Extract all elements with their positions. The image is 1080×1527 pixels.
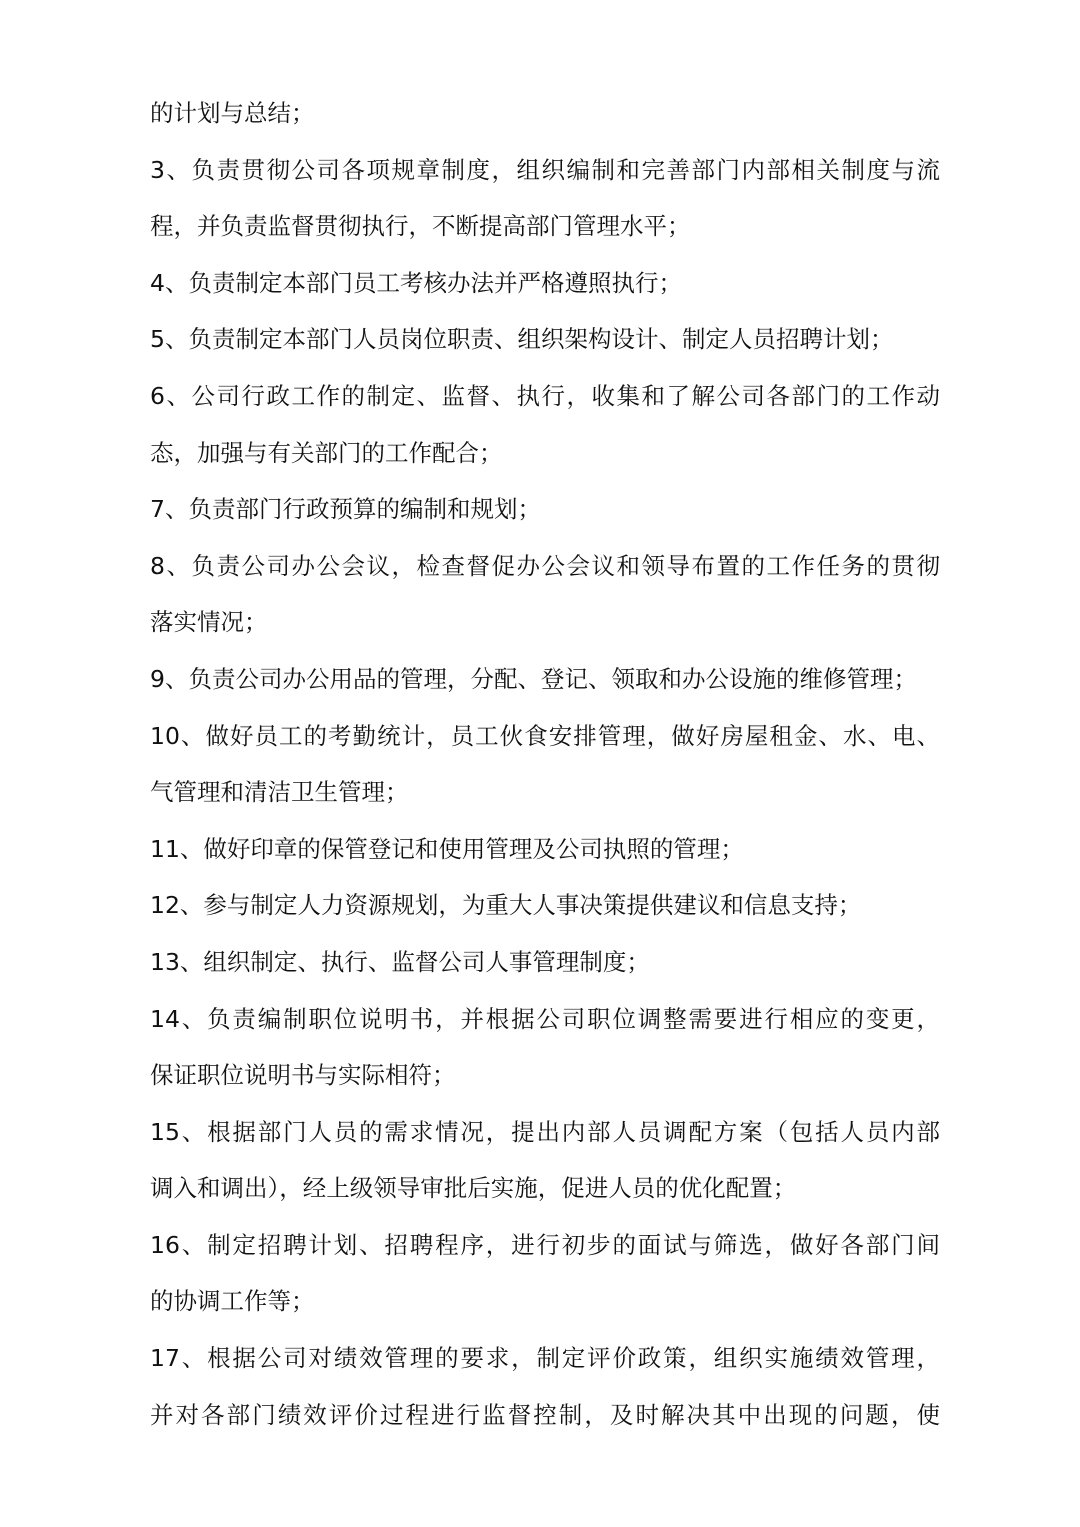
text-line: 气管理和清洁卫生管理；: [150, 778, 409, 807]
text-line: 16、制定招聘计划、招聘程序，进行初步的面试与筛选，做好各部门间: [150, 1230, 940, 1259]
text-line: 5、负责制定本部门人员岗位职责、组织架构设计、制定人员招聘计划；: [150, 325, 894, 354]
text-line: 的计划与总结；: [150, 99, 315, 127]
text-line: 调入和调出），经上级领导审批后实施，促进人员的优化配置；: [150, 1174, 797, 1203]
document-body: [150, 85, 940, 1443]
text-line: 保证职位说明书与实际相符；: [150, 1061, 456, 1090]
text-line: 并对各部门绩效评价过程进行监督控制，及时解决其中出现的问题，使: [150, 1400, 940, 1429]
text-line: 的协调工作等；: [150, 1287, 315, 1316]
text-line: 8、负责公司办公会议，检查督促办公会议和领导布置的工作任务的贯彻: [150, 551, 940, 580]
text-line: 程，并负责监督贯彻执行，不断提高部门管理水平；: [150, 212, 691, 241]
text-line: 落实情况；: [150, 608, 268, 637]
text-line: 3、负责贯彻公司各项规章制度，组织编制和完善部门内部相关制度与流: [150, 155, 940, 184]
text-line: 12、参与制定人力资源规划，为重大人事决策提供建议和信息支持；: [150, 891, 862, 920]
text-line: 7、负责部门行政预算的编制和规划；: [150, 495, 541, 524]
text-line: 6、公司行政工作的制定、监督、执行，收集和了解公司各部门的工作动: [150, 381, 940, 410]
text-line: 17、根据公司对绩效管理的要求，制定评价政策，组织实施绩效管理，: [150, 1344, 940, 1373]
text-line: 态，加强与有关部门的工作配合；: [150, 438, 503, 467]
text-line: 13、组织制定、执行、监督公司人事管理制度；: [150, 947, 650, 976]
text-line: 9、负责公司办公用品的管理，分配、登记、领取和办公设施的维修管理；: [150, 664, 917, 693]
text-line: 14、负责编制职位说明书，并根据公司职位调整需要进行相应的变更，: [150, 1004, 940, 1033]
text-line: 4、负责制定本部门员工考核办法并严格遵照执行；: [150, 268, 682, 297]
text-line: 10、做好员工的考勤统计，员工伙食安排管理，做好房屋租金、水、电、: [150, 721, 940, 750]
text-line: 15、根据部门人员的需求情况，提出内部人员调配方案（包括人员内部: [150, 1117, 940, 1146]
text-line: 11、做好印章的保管登记和使用管理及公司执照的管理；: [150, 834, 744, 863]
